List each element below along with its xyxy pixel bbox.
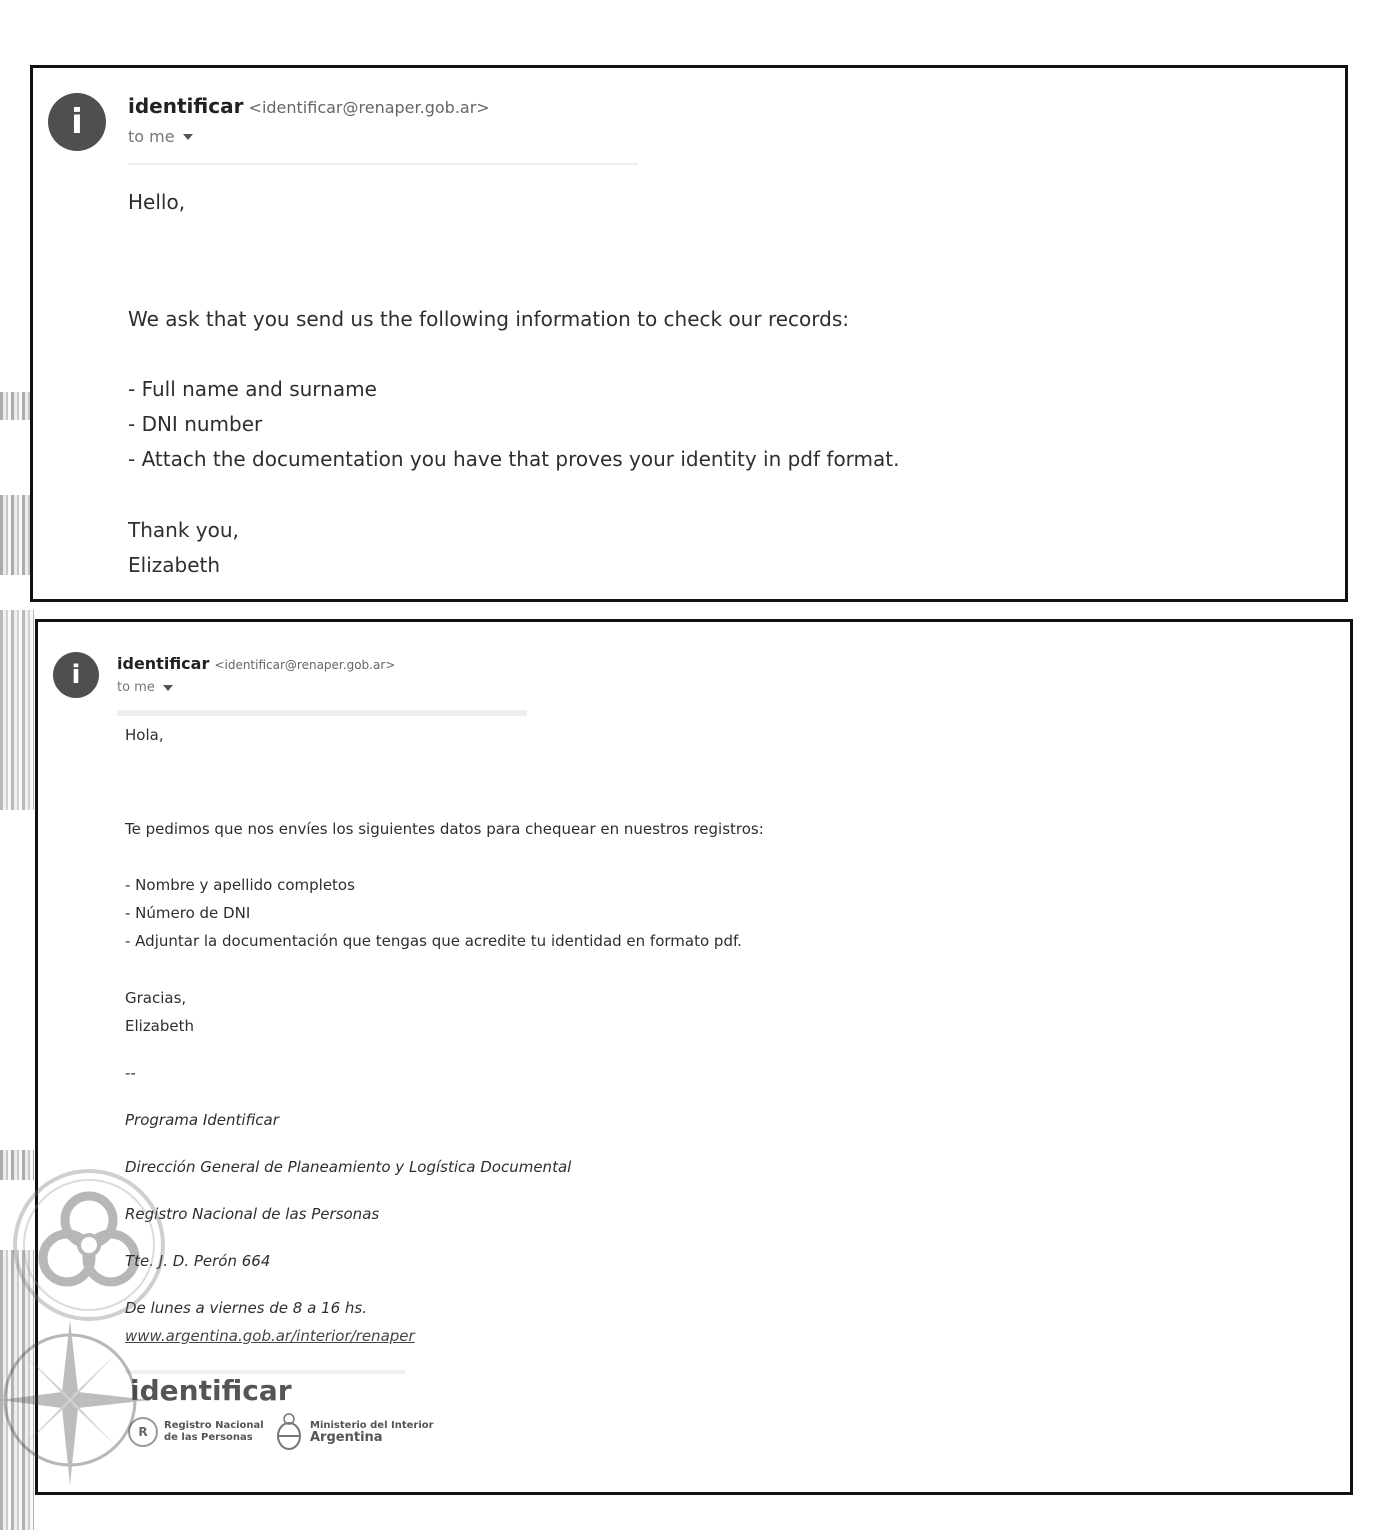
caret-down-icon[interactable] — [163, 685, 173, 691]
signature-program: Programa Identificar — [125, 1111, 279, 1129]
ministry-logo-line1: Ministerio del Interior — [310, 1420, 434, 1431]
recipient-line — [128, 127, 193, 146]
list-item: - Attach the documentation you have that proves your identity in pdf format. — [128, 447, 900, 471]
sender-email: <identificar@renaper.gob.ar> — [214, 658, 396, 672]
edge-texture — [0, 495, 34, 575]
list-item: - DNI number — [128, 412, 263, 436]
sender-name[interactable]: identificar — [117, 654, 210, 673]
signature-hours: De lunes a viernes de 8 a 16 hs. — [125, 1299, 367, 1317]
signature-direction: Dirección General de Planeamiento y Logística Documental — [125, 1158, 572, 1176]
email-greeting: Hello, — [128, 190, 186, 214]
sender-line — [117, 654, 395, 673]
to-label: to me — [117, 680, 155, 695]
email-request: We ask that you send us the following information to check our records: — [128, 307, 849, 331]
ministry-logo — [274, 1412, 434, 1452]
ministry-logo-line2: Argentina — [310, 1430, 383, 1445]
edge-texture — [0, 392, 34, 420]
caret-down-icon[interactable] — [183, 134, 193, 140]
recipient-line — [117, 680, 173, 695]
biohazard-icon — [12, 1168, 167, 1323]
sender-email: <identificar@renaper.gob.ar> — [248, 98, 490, 117]
signature-registry: Registro Nacional de las Personas — [125, 1205, 380, 1223]
sender-avatar[interactable]: i — [48, 93, 106, 151]
email-card-english — [30, 65, 1348, 602]
signature-address: Tte. J. D. Perón 664 — [125, 1252, 271, 1270]
sender-avatar[interactable]: i — [53, 652, 99, 698]
compass-rose-icon — [0, 1320, 150, 1485]
renaper-seal-icon: R — [128, 1417, 158, 1447]
sender-line — [128, 94, 490, 118]
argentina-coat-of-arms-icon — [274, 1412, 304, 1452]
to-label: to me — [128, 127, 175, 146]
renaper-logo-line2: de las Personas — [164, 1432, 253, 1443]
email-greeting: Hola, — [125, 726, 164, 744]
identificar-logo: identificar — [130, 1374, 292, 1407]
list-item: - Adjuntar la documentación que tengas que acredite tu identidad en formato pdf. — [125, 932, 742, 950]
list-item: - Nombre y apellido completos — [125, 876, 355, 894]
email-signer: Elizabeth — [125, 1017, 195, 1035]
email-request: Te pedimos que nos envíes los siguientes datos para chequear en nuestros registros: — [125, 820, 764, 838]
signature-separator: -- — [125, 1064, 136, 1082]
header-divider — [117, 710, 527, 716]
renaper-logo-line1: Registro Nacional — [164, 1420, 264, 1431]
email-closing: Thank you, — [128, 518, 239, 542]
sender-name[interactable]: identificar — [128, 94, 244, 118]
email-signer: Elizabeth — [128, 553, 221, 577]
edge-texture — [0, 610, 34, 810]
email-closing: Gracias, — [125, 989, 187, 1007]
header-divider — [128, 163, 638, 165]
list-item: - Número de DNI — [125, 904, 251, 922]
signature-link[interactable]: www.argentina.gob.ar/interior/renaper — [125, 1327, 415, 1345]
list-item: - Full name and surname — [128, 377, 377, 401]
email-card-spanish — [35, 619, 1353, 1495]
